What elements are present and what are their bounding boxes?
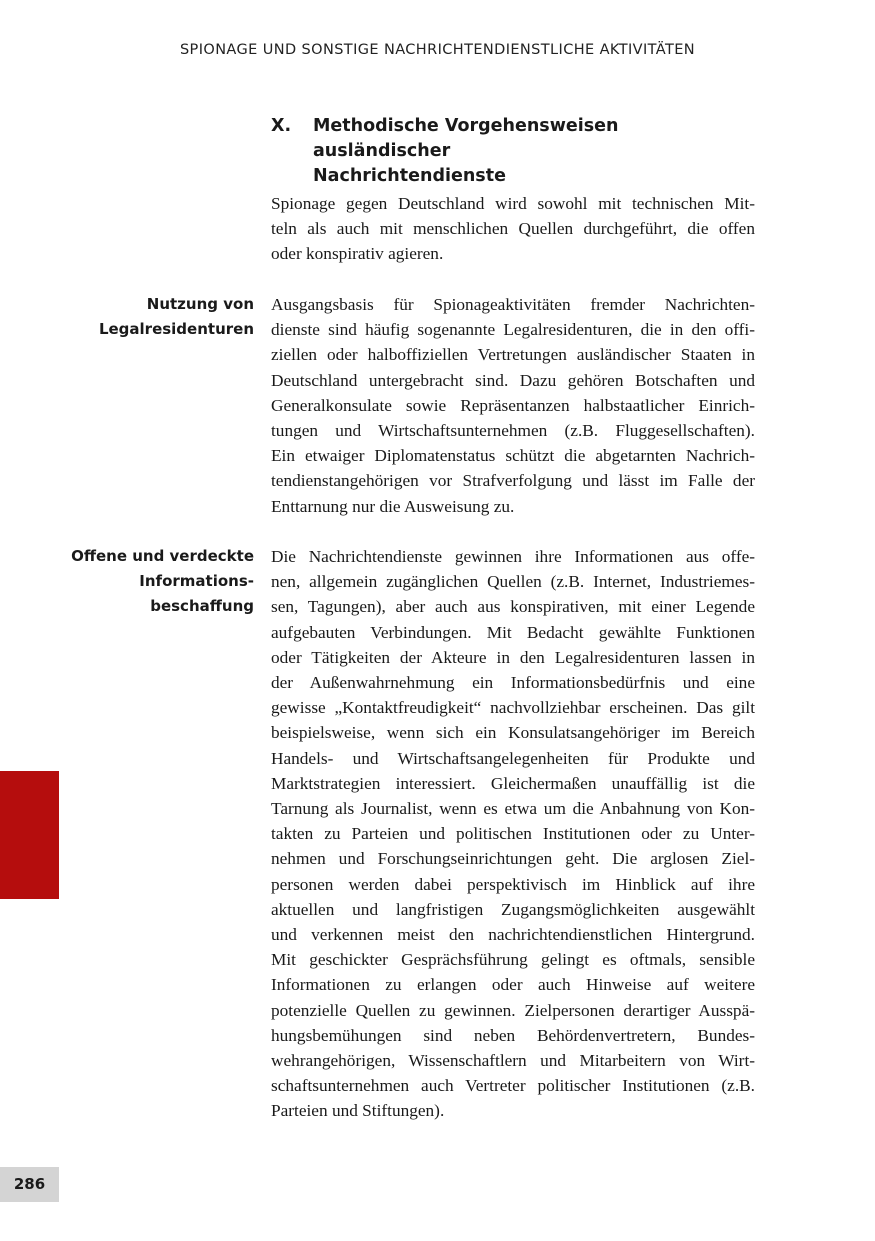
page-number: 286 xyxy=(0,1167,59,1202)
section-title-line-1: Methodische Vorgehensweisen ausländischer xyxy=(313,116,619,161)
chapter-tab-marker xyxy=(0,771,59,899)
paragraph-line: Enttarnung nur die Ausweisung zu. xyxy=(271,496,515,516)
paragraph-line: Handels- und Wirtschaftsangelegenheiten für Produkte und xyxy=(271,748,755,768)
margin-label-line: Legalresidenturen xyxy=(98,320,254,339)
running-head: SPIONAGE UND SONSTIGE NACHRICHTENDIENSTLICHE AKTIVITÄTEN xyxy=(179,42,696,58)
section-number: X. xyxy=(271,116,292,136)
paragraph-line: gewisse „Kontaktfreudigkeit“ nachvollziehbar erscheinen. Das gilt xyxy=(271,698,755,718)
paragraph-line: personen werden dabei perspektivisch im Hinblick auf ihre xyxy=(271,874,755,894)
paragraph-line: tungen und Wirtschaftsunternehmen (z.B. Fluggesellschaften). xyxy=(271,421,755,441)
section-title-line-2: Nachrichtendienste xyxy=(313,166,506,186)
margin-label-legalresidenturen xyxy=(60,292,254,342)
paragraph-line: tendienstangehörigen vor Strafverfolgung und lässt im Falle der xyxy=(271,471,755,491)
section-heading xyxy=(271,114,755,189)
margin-label-line: Nutzung von xyxy=(146,295,254,313)
paragraph-line: Informationen zu erlangen oder auch Hinweise auf weitere xyxy=(271,975,755,995)
paragraph-line: schaftsunternehmen auch Vertreter politischer Institutionen (z.B. xyxy=(271,1076,755,1096)
paragraph-line: nehmen und Forschungseinrichtungen geht. Die arglosen Ziel- xyxy=(271,849,755,869)
paragraph-line: Spionage gegen Deutschland wird sowohl mit technischen Mit- xyxy=(271,194,755,213)
paragraph-line: sen, Tagungen), aber auch aus konspirativen, mit einer Legende xyxy=(271,597,755,617)
paragraph-line: aktuellen und langfristigen Zugangsmöglichkeiten ausgewählt xyxy=(271,899,755,919)
paragraph-line: Generalkonsulate sowie Repräsentanzen halbstaatlicher Einrich- xyxy=(271,395,755,415)
paragraph-line: Ein etwaiger Diplomatenstatus schützt die abgetarnten Nachrich- xyxy=(271,446,755,466)
paragraph-line: potenzielle Quellen zu gewinnen. Zielpersonen derartiger Ausspä- xyxy=(271,1000,755,1020)
margin-label-informationsbeschaffung xyxy=(60,544,254,620)
paragraph-line: Ausgangsbasis für Spionageaktivitäten fremder Nachrichten- xyxy=(271,295,755,314)
paragraph-line: beispielsweise, wenn sich ein Konsulatsangehöriger im Bereich xyxy=(271,723,755,743)
paragraph-line: ziellen oder halboffiziellen Vertretungen ausländischer Staaten in xyxy=(271,345,755,365)
paragraph-line: takten zu Parteien und politischen Institutionen oder zu Unter- xyxy=(271,824,755,844)
paragraph-line: wehrangehörigen, Wissenschaftlern und Mitarbeitern von Wirt- xyxy=(271,1051,755,1071)
paragraph-line: oder konspirativ agieren. xyxy=(271,244,444,264)
paragraph-line: hungsbemühungen sind neben Behördenvertretern, Bundes- xyxy=(271,1025,755,1045)
paragraph-line: Marktstrategien interessiert. Gleichermaßen unauffällig ist die xyxy=(271,773,755,793)
paragraph-line: nen, allgemein zugänglichen Quellen (z.B. Internet, Industriemes- xyxy=(271,572,755,592)
paragraph-line: teln als auch mit menschlichen Quellen durchgeführt, die offen xyxy=(271,219,755,239)
paragraph-line: Mit geschickter Gesprächsführung gelingt es oftmals, sensible xyxy=(271,950,755,970)
intro-paragraph xyxy=(271,191,755,267)
paragraph-legalresidenturen xyxy=(271,292,755,519)
margin-label-line: Informations- xyxy=(139,572,254,591)
paragraph-line: oder Tätigkeiten der Akteure in den Legalresidenturen lassen in xyxy=(271,647,755,667)
margin-label-line: Offene und verdeckte xyxy=(71,547,254,565)
margin-label-line: beschaffung xyxy=(150,597,254,616)
paragraph-line: der Außenwahrnehmung ein Informationsbedürfnis und eine xyxy=(271,673,755,693)
paragraph-line: Tarnung als Journalist, wenn es etwa um die Anbahnung von Kon- xyxy=(271,799,755,819)
paragraph-line: aufgebauten Verbindungen. Mit Bedacht gewählte Funktionen xyxy=(271,622,755,642)
paragraph-line: und verkennen meist den nachrichtendienstlichen Hintergrund. xyxy=(271,925,755,945)
paragraph-line: Die Nachrichtendienste gewinnen ihre Informationen aus offe- xyxy=(271,547,755,566)
paragraph-line: Parteien und Stiftungen). xyxy=(271,1101,445,1121)
paragraph-informationsbeschaffung xyxy=(271,544,755,1124)
paragraph-line: Deutschland untergebracht sind. Dazu gehören Botschaften und xyxy=(271,370,755,390)
paragraph-line: dienste sind häufig sogenannte Legalresidenturen, die in den offi- xyxy=(271,320,755,340)
